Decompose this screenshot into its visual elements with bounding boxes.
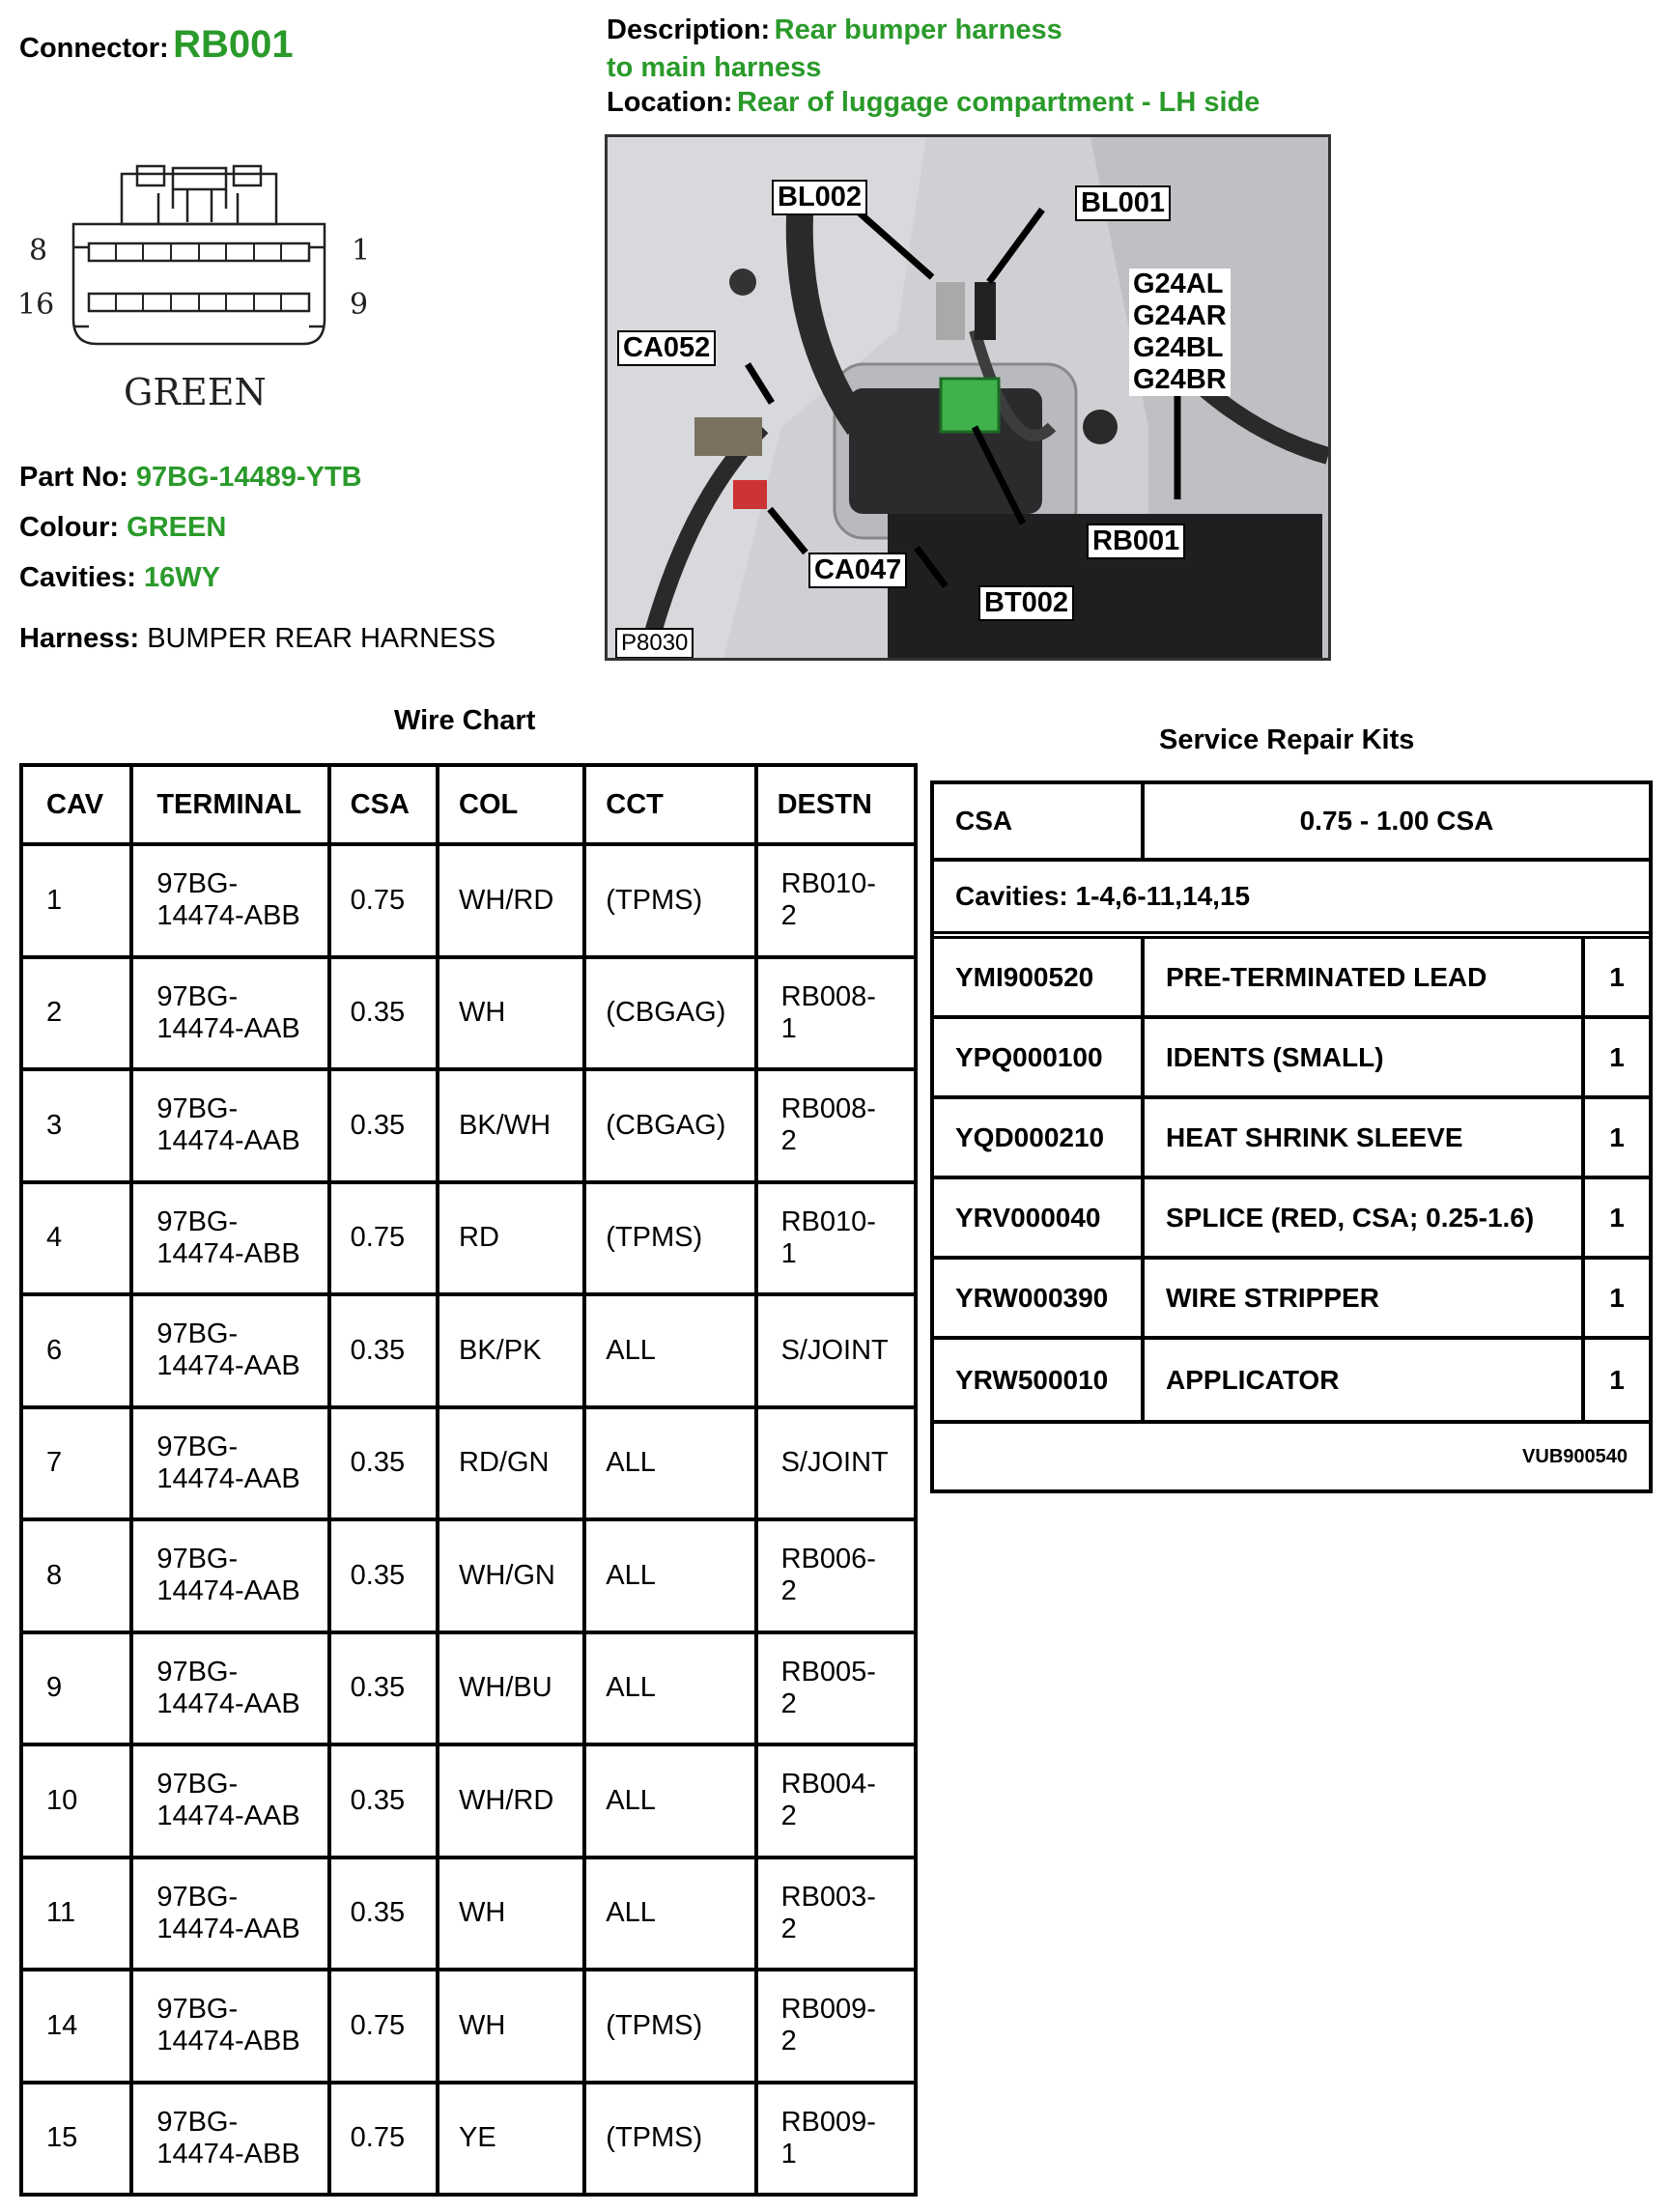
table-row (21, 1519, 916, 1632)
kit-quantity: 1 (1609, 961, 1625, 992)
photo-reference: P8030 (615, 628, 694, 659)
destn-line2: 2 (780, 900, 797, 932)
callout-bt002: BT002 (978, 585, 1074, 621)
terminal-line1: 97BG- (156, 1769, 239, 1801)
terminal-line1: 97BG- (156, 980, 239, 1012)
terminal-line1: 97BG- (156, 868, 239, 900)
kit-code: YRW000390 (934, 1260, 1145, 1336)
cell-destn (756, 844, 916, 957)
callout-g24br: G24BR (1133, 364, 1227, 395)
destn-line1: RB006- (780, 1544, 876, 1575)
harness-label: Harness: (19, 623, 140, 654)
terminal-line2: 14474-AAB (156, 1125, 300, 1157)
part-no-value: 97BG-14489-YTB (135, 462, 362, 493)
terminal-line1: 97BG- (156, 1881, 239, 1913)
terminal-line2: 14474-AAB (156, 1012, 300, 1044)
destn-line1: RB005- (780, 1656, 876, 1687)
cavities-label: Cavities: (19, 562, 136, 593)
cell-cct: (CBGAG) (584, 1069, 755, 1182)
cell-csa: 0.75 (329, 2083, 438, 2196)
cavities-value: 16WY (143, 562, 220, 593)
kit-item-row (934, 939, 1649, 1019)
cell-cav: 8 (21, 1519, 131, 1632)
destn-line2: 2 (780, 1125, 797, 1157)
cell-col: BK/PK (438, 1294, 584, 1407)
cell-csa: 0.35 (329, 1519, 438, 1632)
table-row (21, 1744, 916, 1858)
col-header-csa: CSA (329, 765, 438, 844)
photo-illustration (608, 137, 1328, 658)
terminal-line1: 97BG- (156, 1319, 239, 1350)
kit-item-row (934, 1260, 1649, 1340)
table-row (21, 2083, 916, 2196)
connector-label: Connector: (19, 33, 169, 64)
callout-g24-group (1129, 269, 1231, 396)
destn-line1: RB008- (780, 980, 876, 1012)
table-row (21, 1970, 916, 2083)
cell-col: WH/GN (438, 1519, 584, 1632)
destn-line1: RB008- (780, 1093, 876, 1125)
location-label: Location: (607, 87, 733, 118)
cell-cav: 3 (21, 1069, 131, 1182)
kit-description: HEAT SHRINK SLEEVE (1145, 1099, 1585, 1176)
terminal-line2: 14474-AAB (156, 1913, 300, 1944)
kits-csa-label: CSA (934, 784, 1145, 858)
kits-ref-row (934, 1420, 1649, 1489)
cell-destn (756, 957, 916, 1070)
kit-quantity: 1 (1609, 1282, 1625, 1313)
cell-csa: 0.35 (329, 957, 438, 1070)
cell-terminal (131, 1744, 328, 1858)
location-value: Rear of luggage compartment - LH side (736, 87, 1260, 118)
cell-terminal (131, 1970, 328, 2083)
kit-quantity: 1 (1609, 1364, 1625, 1395)
kit-item-row (934, 1340, 1649, 1420)
kit-description: IDENTS (SMALL) (1145, 1019, 1585, 1095)
kit-quantity: 1 (1609, 1121, 1625, 1152)
cell-cav: 2 (21, 957, 131, 1070)
cell-cav: 1 (21, 844, 131, 957)
col-header-cav: CAV (21, 765, 131, 844)
cell-cct: (CBGAG) (584, 957, 755, 1070)
kit-code: YRW500010 (934, 1340, 1145, 1420)
cell-csa: 0.35 (329, 1294, 438, 1407)
cell-terminal (131, 2083, 328, 2196)
cell-destn (756, 1632, 916, 1745)
cell-destn (756, 1970, 916, 2083)
cell-destn (756, 1407, 916, 1520)
kit-quantity: 1 (1609, 1041, 1625, 1072)
callout-bl002: BL002 (772, 180, 867, 215)
terminal-line2: 14474-AAB (156, 1687, 300, 1719)
kit-description: APPLICATOR (1145, 1340, 1585, 1420)
cell-cct: (TPMS) (584, 1970, 755, 2083)
cell-cct: (TPMS) (584, 2083, 755, 2196)
cell-cct: ALL (584, 1519, 755, 1632)
table-row (21, 1632, 916, 1745)
kits-cavities-row (934, 862, 1649, 939)
cell-col: YE (438, 2083, 584, 2196)
description-line2: to main harness (607, 52, 822, 83)
cell-csa: 0.35 (329, 1858, 438, 1971)
kit-code: YPQ000100 (934, 1019, 1145, 1095)
cell-csa: 0.75 (329, 844, 438, 957)
location-photo (605, 134, 1331, 661)
cell-destn (756, 2083, 916, 2196)
cell-cav: 14 (21, 1970, 131, 2083)
cell-destn (756, 1519, 916, 1632)
callout-g24ar: G24AR (1133, 300, 1227, 331)
terminal-line2: 14474-ABB (156, 2026, 300, 2057)
destn-line2: 2 (780, 1687, 797, 1719)
kit-code: YMI900520 (934, 939, 1145, 1015)
terminal-line2: 14474-ABB (156, 2138, 300, 2169)
table-row (21, 957, 916, 1070)
table-row (21, 1182, 916, 1295)
cell-terminal (131, 1182, 328, 1295)
col-header-destn: DESTN (756, 765, 916, 844)
description-line1: Rear bumper harness (774, 14, 1062, 45)
terminal-line1: 97BG- (156, 1093, 239, 1125)
callout-rb001: RB001 (1087, 524, 1185, 559)
cell-destn (756, 1182, 916, 1295)
cell-cct: ALL (584, 1858, 755, 1971)
terminal-line2: 14474-ABB (156, 900, 300, 932)
cell-cct: ALL (584, 1294, 755, 1407)
destn-line2: 2 (780, 1913, 797, 1944)
destn-line1: RB009- (780, 1994, 876, 2026)
colour-line (19, 512, 226, 544)
destn-line1: RB009- (780, 2106, 876, 2138)
terminal-line2: 14474-AAB (156, 1575, 300, 1607)
destn-line1: RB004- (780, 1769, 876, 1801)
pin-label-16: 16 (17, 288, 55, 322)
callout-g24bl: G24BL (1133, 332, 1224, 363)
terminal-line1: 97BG- (156, 1544, 239, 1575)
table-row (21, 844, 916, 957)
cell-col: RD (438, 1182, 584, 1295)
connector-face-diagram (14, 164, 381, 435)
cell-csa: 0.35 (329, 1632, 438, 1745)
kits-cavities: Cavities: 1-4,6-11,14,15 (955, 881, 1251, 911)
harness-value: BUMPER REAR HARNESS (147, 623, 496, 654)
cell-cav: 11 (21, 1858, 131, 1971)
kit-description: WIRE STRIPPER (1145, 1260, 1585, 1336)
destn-line2: 1 (780, 2138, 797, 2169)
cell-cct: (TPMS) (584, 844, 755, 957)
cell-cav: 4 (21, 1182, 131, 1295)
kit-description: PRE-TERMINATED LEAD (1145, 939, 1585, 1015)
callout-ca047: CA047 (808, 553, 907, 588)
cell-terminal (131, 844, 328, 957)
cell-col: WH/BU (438, 1632, 584, 1745)
cell-terminal (131, 1294, 328, 1407)
destn-line2: 2 (780, 1575, 797, 1607)
kit-quantity: 1 (1609, 1202, 1625, 1233)
colour-value: GREEN (127, 512, 227, 543)
cell-csa: 0.35 (329, 1744, 438, 1858)
cell-cav: 6 (21, 1294, 131, 1407)
kits-reference: VUB900540 (1522, 1445, 1628, 1467)
destn-line1: RB010- (780, 1205, 876, 1237)
part-no-line (19, 462, 362, 494)
pin-label-9: 9 (350, 288, 369, 322)
destn-line1: RB003- (780, 1881, 876, 1913)
terminal-line1: 97BG- (156, 1656, 239, 1687)
cell-terminal (131, 1407, 328, 1520)
cell-destn (756, 1744, 916, 1858)
terminal-line1: 97BG- (156, 1205, 239, 1237)
kits-csa-row (934, 784, 1649, 862)
wire-chart-body (21, 844, 916, 2195)
terminal-line1: 97BG- (156, 1431, 239, 1462)
cell-terminal (131, 957, 328, 1070)
destn-line1: S/JOINT (780, 1334, 889, 1366)
pin-label-8: 8 (29, 234, 48, 268)
cell-csa: 0.75 (329, 1182, 438, 1295)
destn-line2: 1 (780, 1012, 797, 1044)
terminal-line2: 14474-AAB (156, 1462, 300, 1494)
table-row (21, 1294, 916, 1407)
kits-csa-value: 0.75 - 1.00 CSA (1299, 806, 1494, 836)
col-header-cct: CCT (584, 765, 755, 844)
kit-description: SPLICE (RED, CSA; 0.25-1.6) (1145, 1179, 1585, 1256)
destn-line2: 2 (780, 2026, 797, 2057)
pin-label-1: 1 (352, 234, 371, 268)
cell-cav: 7 (21, 1407, 131, 1520)
cell-cct: ALL (584, 1407, 755, 1520)
cell-csa: 0.75 (329, 1970, 438, 2083)
cell-cct: (TPMS) (584, 1182, 755, 1295)
cell-terminal (131, 1069, 328, 1182)
harness-line (19, 623, 496, 655)
wire-chart-header-row (21, 765, 916, 844)
location-block (607, 87, 1260, 119)
cell-cav: 9 (21, 1632, 131, 1745)
table-row (21, 1069, 916, 1182)
col-header-col: COL (438, 765, 584, 844)
cell-terminal (131, 1519, 328, 1632)
cell-cav: 15 (21, 2083, 131, 2196)
cell-col: WH/RD (438, 1744, 584, 1858)
cell-cav: 10 (21, 1744, 131, 1858)
callout-g24al: G24AL (1133, 269, 1224, 299)
kit-code: YQD000210 (934, 1099, 1145, 1176)
service-kits-table (930, 780, 1653, 1493)
description-label: Description: (607, 14, 771, 45)
cell-terminal (131, 1632, 328, 1745)
cell-csa: 0.35 (329, 1069, 438, 1182)
col-header-terminal: TERMINAL (131, 765, 328, 844)
cell-csa: 0.35 (329, 1407, 438, 1520)
cell-col: RD/GN (438, 1407, 584, 1520)
table-row (21, 1858, 916, 1971)
wire-chart-table (19, 763, 918, 2197)
terminal-line1: 97BG- (156, 2106, 239, 2138)
kits-items (934, 939, 1649, 1420)
terminal-line2: 14474-AAB (156, 1801, 300, 1832)
kit-item-row (934, 1179, 1649, 1260)
colour-label: Colour: (19, 512, 120, 543)
part-no-label: Part No: (19, 462, 128, 493)
cell-col: BK/WH (438, 1069, 584, 1182)
cell-cct: ALL (584, 1632, 755, 1745)
kit-item-row (934, 1019, 1649, 1099)
callout-ca052: CA052 (617, 330, 716, 366)
terminal-line2: 14474-ABB (156, 1237, 300, 1269)
callout-bl001: BL001 (1075, 185, 1171, 221)
destn-line2: 1 (780, 1237, 797, 1269)
terminal-line1: 97BG- (156, 1994, 239, 2026)
cell-terminal (131, 1858, 328, 1971)
table-row (21, 1407, 916, 1520)
destn-line1: RB010- (780, 868, 876, 900)
connector-colour-caption: GREEN (124, 371, 267, 413)
terminal-line2: 14474-AAB (156, 1350, 300, 1382)
cell-destn (756, 1069, 916, 1182)
kit-code: YRV000040 (934, 1179, 1145, 1256)
cell-col: WH (438, 957, 584, 1070)
cell-destn (756, 1858, 916, 1971)
destn-line1: S/JOINT (780, 1447, 889, 1479)
destn-line2: 2 (780, 1801, 797, 1832)
cavities-line (19, 562, 220, 594)
service-kits-title: Service Repair Kits (1159, 724, 1415, 755)
cell-col: WH (438, 1970, 584, 2083)
connector-id: RB001 (173, 23, 294, 66)
description-block (607, 14, 1062, 89)
kit-item-row (934, 1099, 1649, 1179)
cell-destn (756, 1294, 916, 1407)
cell-col: WH (438, 1858, 584, 1971)
connector-heading (19, 23, 294, 67)
cell-cct: ALL (584, 1744, 755, 1858)
cell-col: WH/RD (438, 844, 584, 957)
wire-chart-title: Wire Chart (394, 705, 536, 736)
